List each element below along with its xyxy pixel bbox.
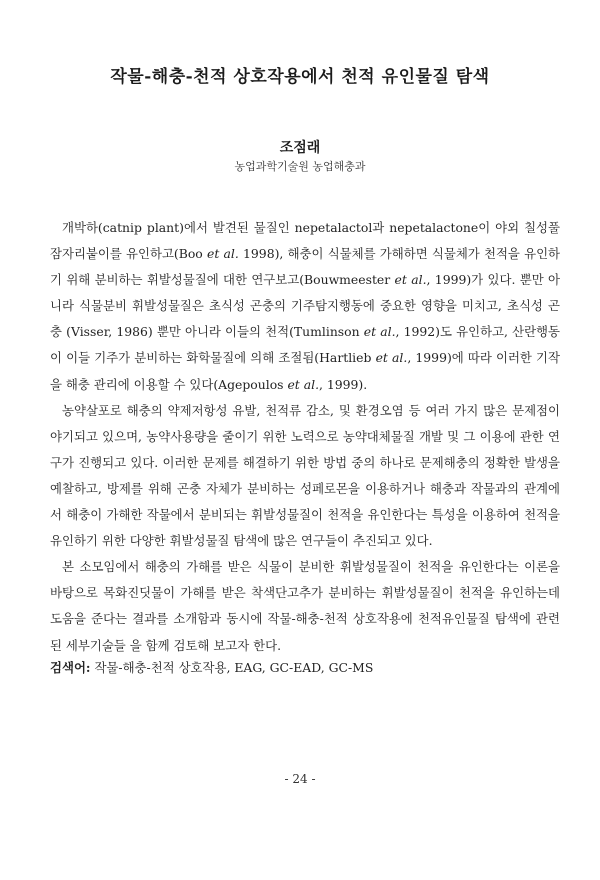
keywords-text: 작물-해충-천적 상호작용, EAG, GC-EAD, GC-MS	[94, 660, 374, 675]
paragraph-text: 농약살포로 해충의 약제저항성 유발, 천적류 감소, 및 환경오염 등 여러 가지 많은 문제점이 야기되고 있으며, 농약사용량을 줄이기 위한 노력으로 농약대체물질 개발 및 그 이용에 관한 연구가 진행되고 있다. 이러한 문제를 해결하기 위한 방법 중의 하나로 문제해충의 정확한 발생을 예찰하고, 방제를 위해 곤충 자체가 분비하는 성페로몬을 이용하거나 해충과 작물과의 관계에서 해충이 가해한 작물에서 분비되는 휘발성물질이 천적을 유인한다는 특성을 이용하여 천적을 유인하기 위한 다양한 휘발성물질 탐색에 많은 연구들이 추진되고 있다.	[50, 402, 560, 549]
citation-etal: et al.	[287, 376, 320, 392]
paragraph-text: 본 소모임에서 해충의 가해를 받은 식물이 분비한 휘발성물질이 천적을 유인한다는 이론을 바탕으로 목화진딧물이 가해를 받은 착색단고추가 분비하는 휘발성물질이 천적을 유인하는데 도움을 준다는 결과를 소개함과 동시에 작물-해충-천적 상호작용에 천적유인물질 탐색에 관련된 세부기술들 을 함께 검토해 보고자 한다.	[50, 559, 560, 653]
abstract-paragraph	[50, 554, 560, 658]
author-affiliation: 농업과학기술원 농업해충과	[234, 160, 366, 173]
abstract-body	[50, 215, 560, 659]
paragraph-text: , 1999)에 따라 이러한 기작을 해충 관리에 이용할 수 있다(Agepoulos	[50, 350, 560, 392]
abstract-paragraph	[50, 398, 560, 555]
citation-etal: et al.	[207, 246, 239, 262]
keywords-label: 검색어:	[50, 660, 91, 675]
citation-etal: et al.	[394, 272, 427, 288]
page-number: - 24 -	[284, 772, 316, 786]
paper-title: 작물-해충-천적 상호작용에서 천적 유인물질 탐색	[110, 67, 490, 87]
citation-etal: et al.	[375, 350, 408, 366]
citation-etal: et al.	[363, 324, 396, 340]
paragraph-text: 1998), 해충이 식물체를 가해하면 식물체가 천적을 유인하기 위해 분비하는 휘발성물질에 대한 연구보고(Bouwmeester	[50, 246, 561, 288]
author-name: 조점래	[279, 140, 321, 156]
abstract-paragraph	[50, 215, 560, 398]
paragraph-text: , 1999).	[319, 376, 368, 392]
keywords-line	[50, 658, 560, 678]
paragraph-text: 개박하(catnip plant)에서 발견된 물질인 nepetalactol과 nepetalactone이 야외 칠성풀잠자리붙이를 유인하고(Boo	[50, 220, 560, 262]
paragraph-text: , 1992)도 유인하고, 산란행동이 이들 기주가 분비하는 화학물질에 의해 조절됨(Hartlieb	[50, 324, 560, 366]
paragraph-text: , 1999)가 있다. 뿐만 아니라 식물분비 휘발성물질은 초식성 곤충의 기주탐지행동에 중요한 영향을 미치고, 초식성 곤충 (Visser, 1986) 뿐만 아니라 이들의 천적(Tumlinson	[50, 272, 560, 340]
